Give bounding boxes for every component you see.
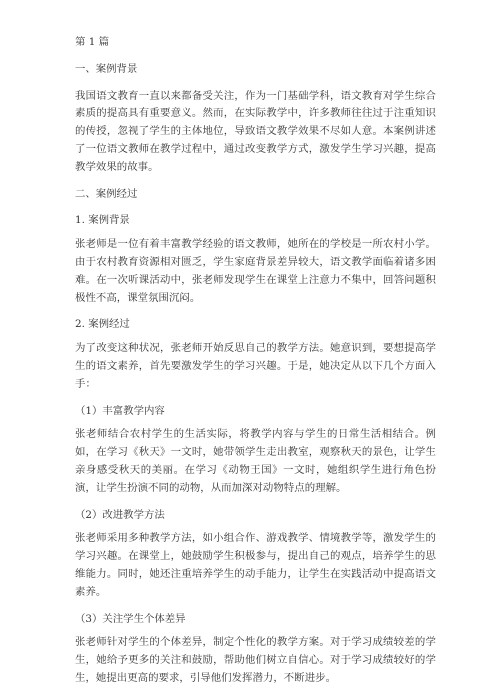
paragraph-individual: 张老师针对学生的个体差异，制定个性化的教学方案。对于学习成绩较差的学生，她给予更多的关注和鼓励，帮助他们树立自信心。对于学习成绩较好的学生，她提出更高的要求，引导他们发挥潜力，不断进步。 <box>75 636 436 684</box>
subsection-title-process: 2. 案例经过 <box>75 318 130 331</box>
paragraph-methods: 张老师采用多种教学方法，如小组合作、游戏教学、情境教学等，激发学生的学习兴趣。在课堂上，她鼓励学生积极参与，提出自己的观点，培养学生的思维能力。同时，她还注重培养学生的动手能力，让学生在实践活动中提高语文素养。 <box>75 532 436 598</box>
section-title-background: 一、案例背景 <box>75 62 138 75</box>
part-title: 第 1 篇 <box>75 36 109 48</box>
item-title-individual: （3）关注学生个体差异 <box>75 612 186 625</box>
paragraph-content: 张老师结合农村学生的生活实际，将教学内容与学生的日常生活相结合。例如，在学习《秋天》一文时，她带领学生走出教室，观察秋天的景色，让学生亲身感受秋天的美丽。在学习《动物王国》一文时，她组织学生进行角色扮演，让学生扮演不同的动物，从而加深对动物特点的理解。 <box>75 428 436 494</box>
paragraph-teacher-background: 张老师是一位有着丰富教学经验的语文教师，她所在的学校是一所农村小学。由于农村教育资源相对匮乏，学生家庭背景差异较大，语文教学面临着诸多困难。在一次听课活动中，张老师发现学生在课堂上注意力不集中，回答问题积极性不高，课堂氛围沉闷。 <box>75 238 436 304</box>
paragraph-background: 我国语文教育一直以来都备受关注，作为一门基础学科，语文教育对学生综合素质的提高具有重要意义。然而，在实际教学中，许多教师往往过于注重知识的传授，忽视了学生的主体地位，导致语文教学效果不尽如人意。本案例讲述了一位语文教师在教学过程中，通过改变教学方式，激发学生学习兴趣，提高教学效果的故事。 <box>75 89 436 173</box>
item-title-content: （1）丰富教学内容 <box>75 404 165 417</box>
paragraph-process: 为了改变这种状况，张老师开始反思自己的教学方法。她意识到，要想提高学生的语文素养，首先要激发学生的学习兴趣。于是，她决定从以下几个方面入手： <box>75 342 436 390</box>
section-title-process: 二、案例经过 <box>75 187 138 200</box>
item-title-methods: （2）改进教学方法 <box>75 508 165 521</box>
subsection-title-background: 1. 案例背景 <box>75 214 130 227</box>
